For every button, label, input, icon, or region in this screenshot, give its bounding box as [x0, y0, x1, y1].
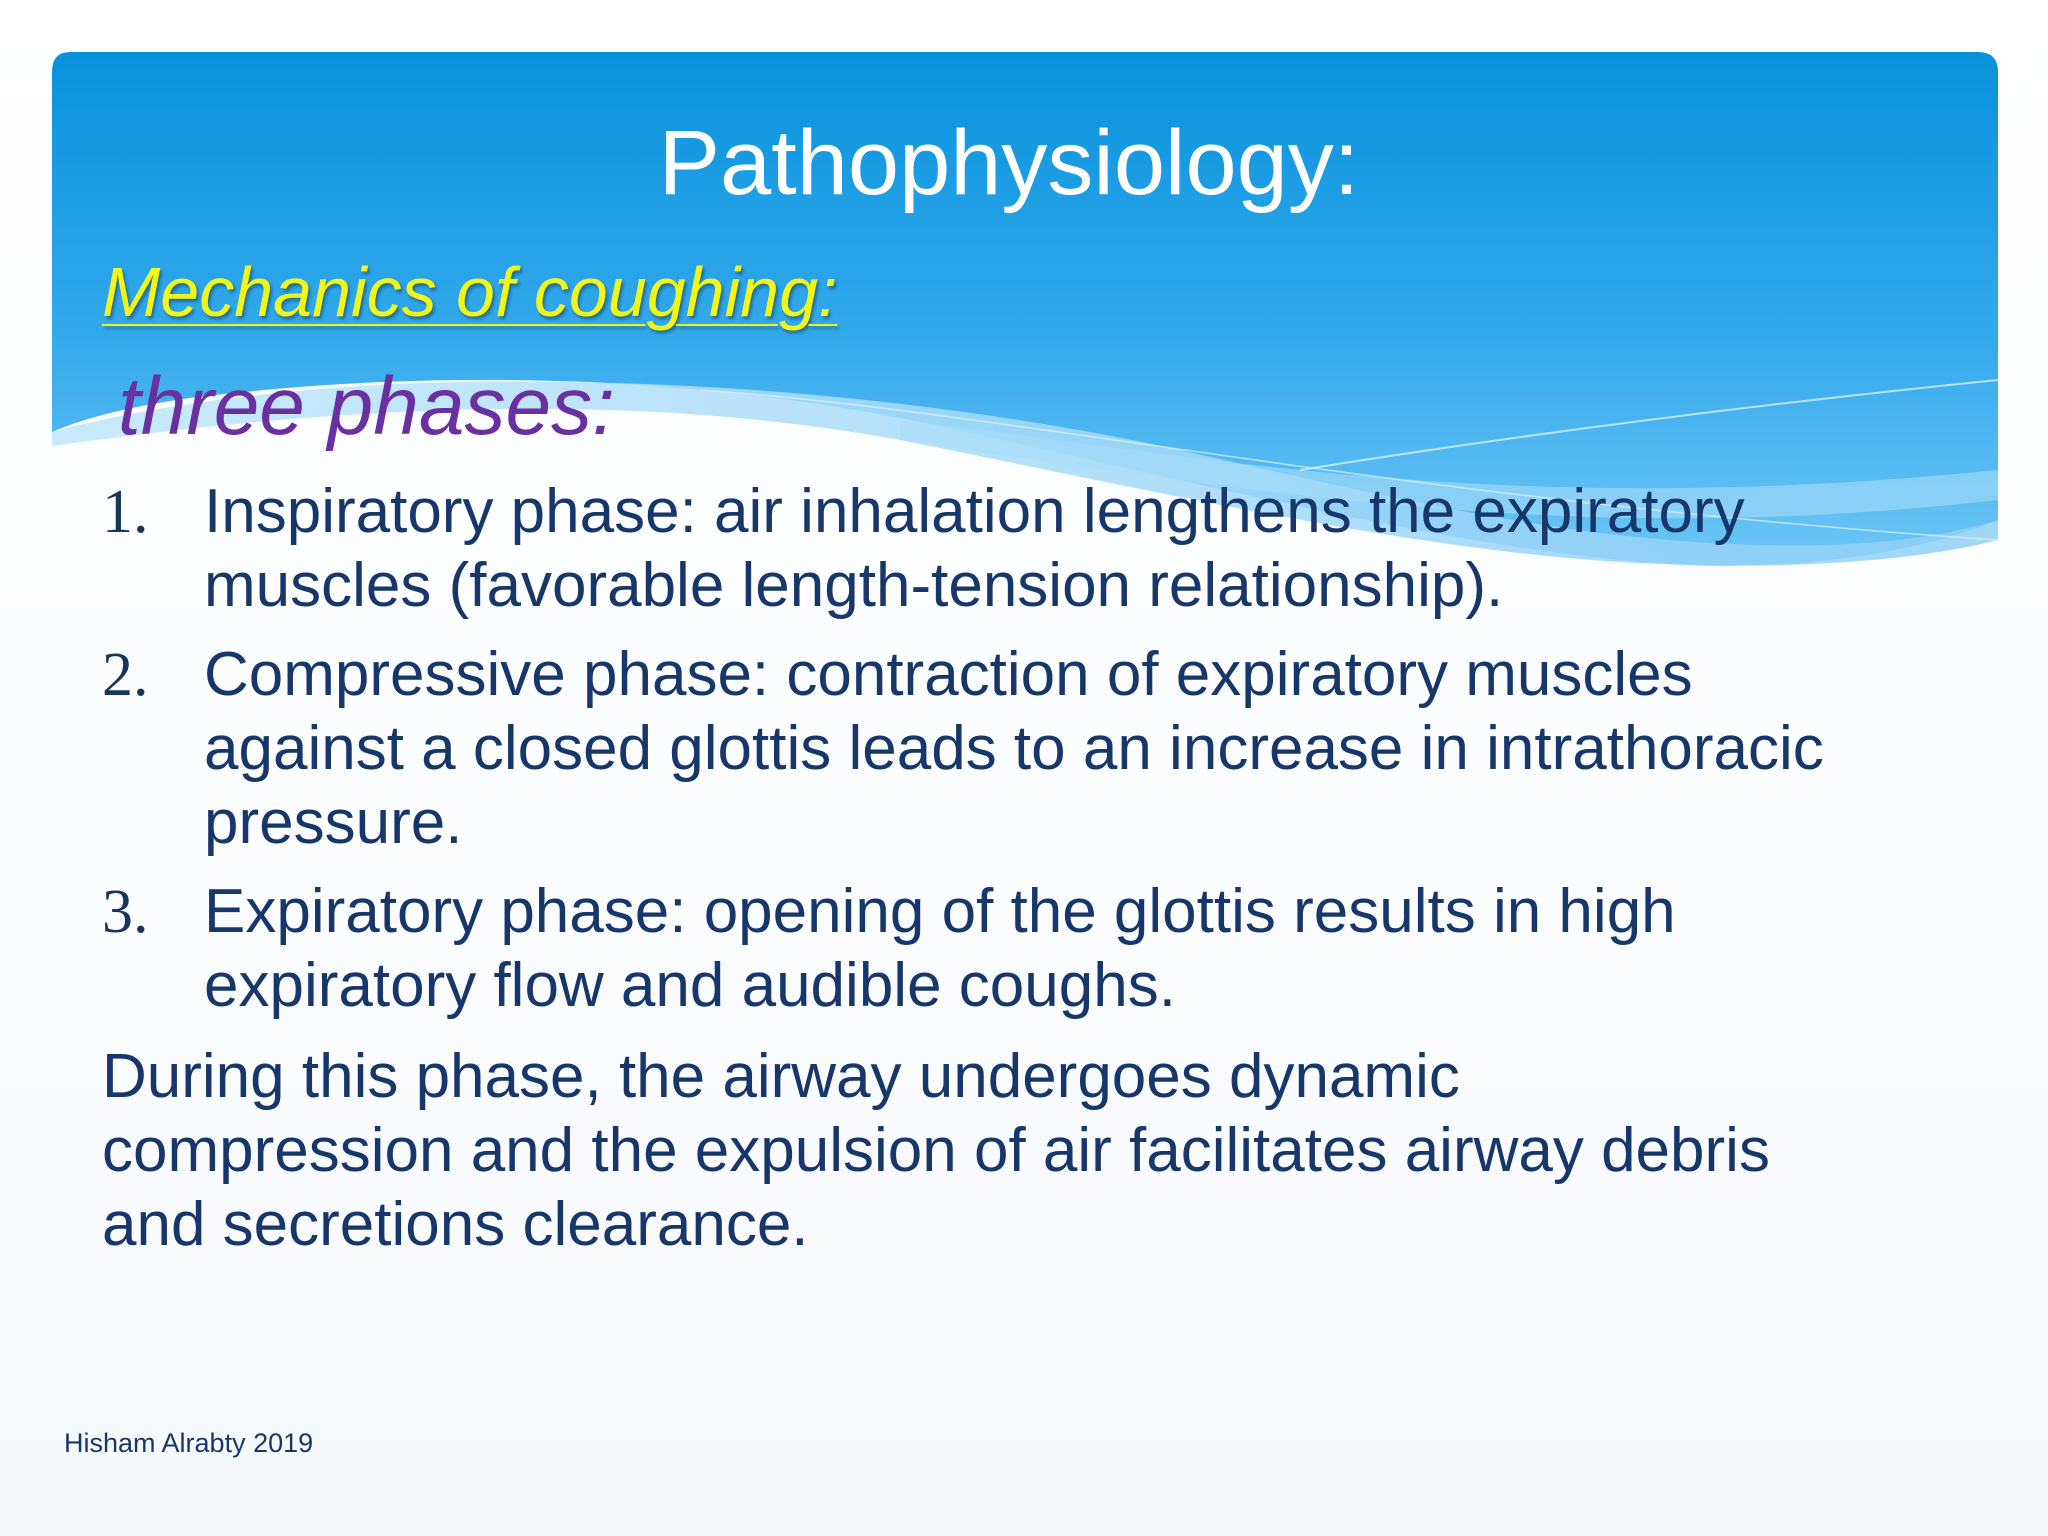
phases-heading: three phases: [118, 361, 615, 452]
closing-paragraph: During this phase, the airway undergoes dynamic compression and the expulsion of air facilitates airway debris and secretions clearance. [102, 1042, 1770, 1259]
phase-text: Compressive phase: contraction of expiratory muscles against a closed glottis leads to an increase in intrathoracic pressure. [204, 640, 1824, 857]
slide-subtitle: Mechanics of coughing: [102, 253, 838, 331]
phase-number: 2. [102, 641, 149, 709]
phase-text: Inspiratory phase: air inhalation lengthens the expiratory muscles (favorable length-tension relationship). [204, 477, 1745, 620]
phase-number: 1. [102, 478, 149, 546]
phase-number: 3. [102, 878, 149, 946]
footer-credit: Hisham Alrabty 2019 [64, 1428, 314, 1458]
slide-title: Pathophysiology: [658, 112, 1360, 214]
phase-text: Expiratory phase: opening of the glottis results in high expiratory flow and audible coughs. [204, 877, 1676, 1020]
